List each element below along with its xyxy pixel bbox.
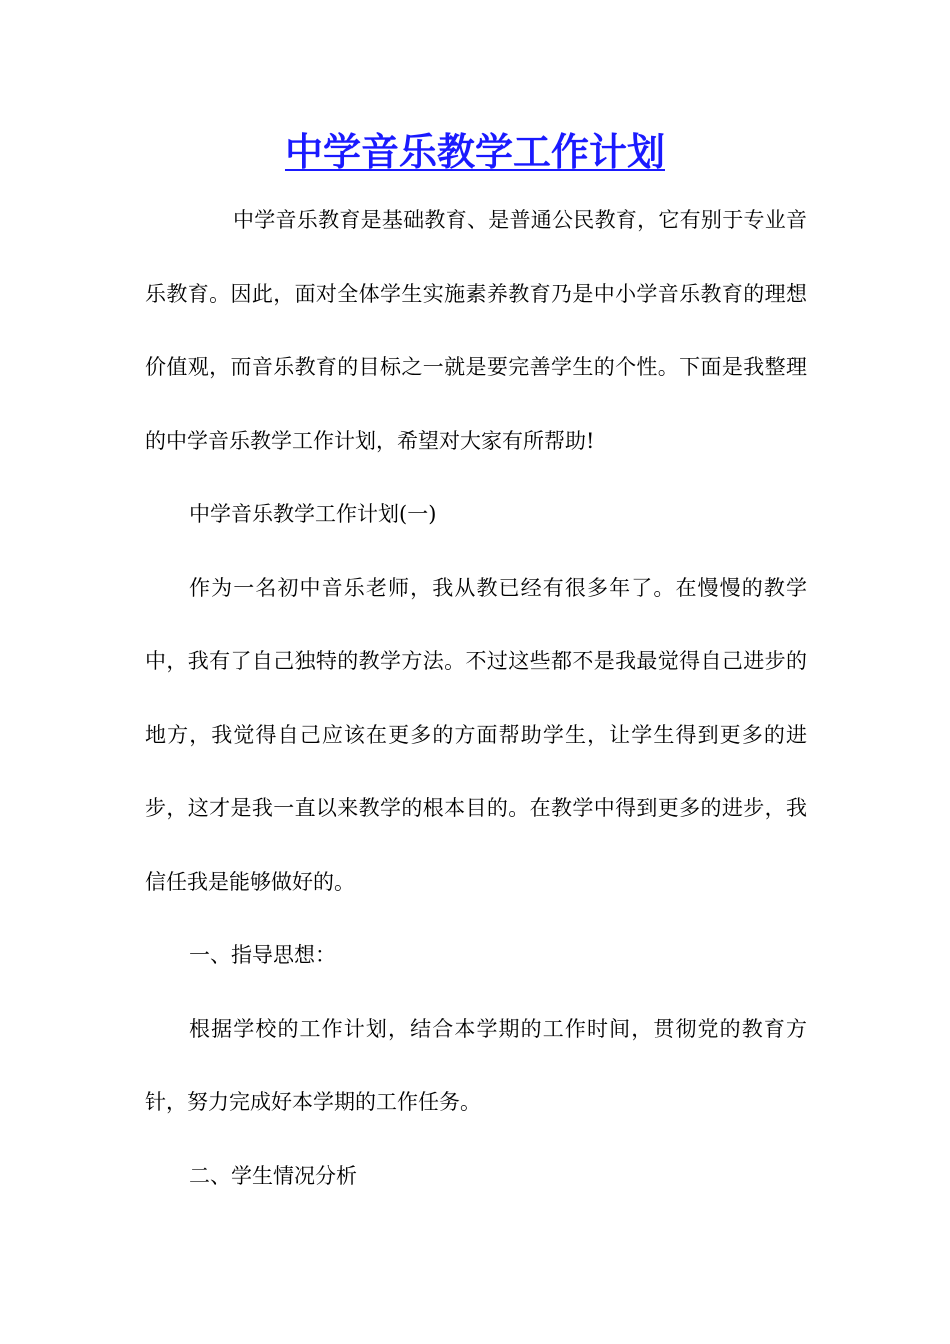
section-heading-student-analysis: 二、学生情况分析 <box>189 1163 357 1188</box>
body-paragraph: 根据学校的工作计划，结合本学期的工作时间，贯彻党的教育方针，努力完成好本学期的工作任务。 <box>145 1016 807 1114</box>
intro-paragraph: 中学音乐教育是基础教育、是普通公民教育，它有别于专业音乐教育。因此，面对全体学生实施素养教育乃是中小学音乐教育的理想价值观，而音乐教育的目标之一就是要完善学生的个性。下面是我整理的中学音乐教学工作计划，希望对大家有所帮助! <box>145 208 807 453</box>
document-title[interactable]: 中学音乐教学工作计划 <box>284 129 665 174</box>
section-heading-plan-one: 中学音乐教学工作计划(一) <box>189 502 437 526</box>
document-body <box>145 184 807 1213</box>
body-paragraph: 作为一名初中音乐老师，我从教已经有很多年了。在慢慢的教学中，我有了自己独特的教学方法。不过这些都不是我最觉得自己进步的地方，我觉得自己应该在更多的方面帮助学生，让学生得到更多的进步，这才是我一直以来教学的根本目的。在教学中得到更多的进步，我信任我是能够做好的。 <box>145 575 807 894</box>
section-heading-guiding-ideology: 一、指导思想： <box>189 943 336 967</box>
